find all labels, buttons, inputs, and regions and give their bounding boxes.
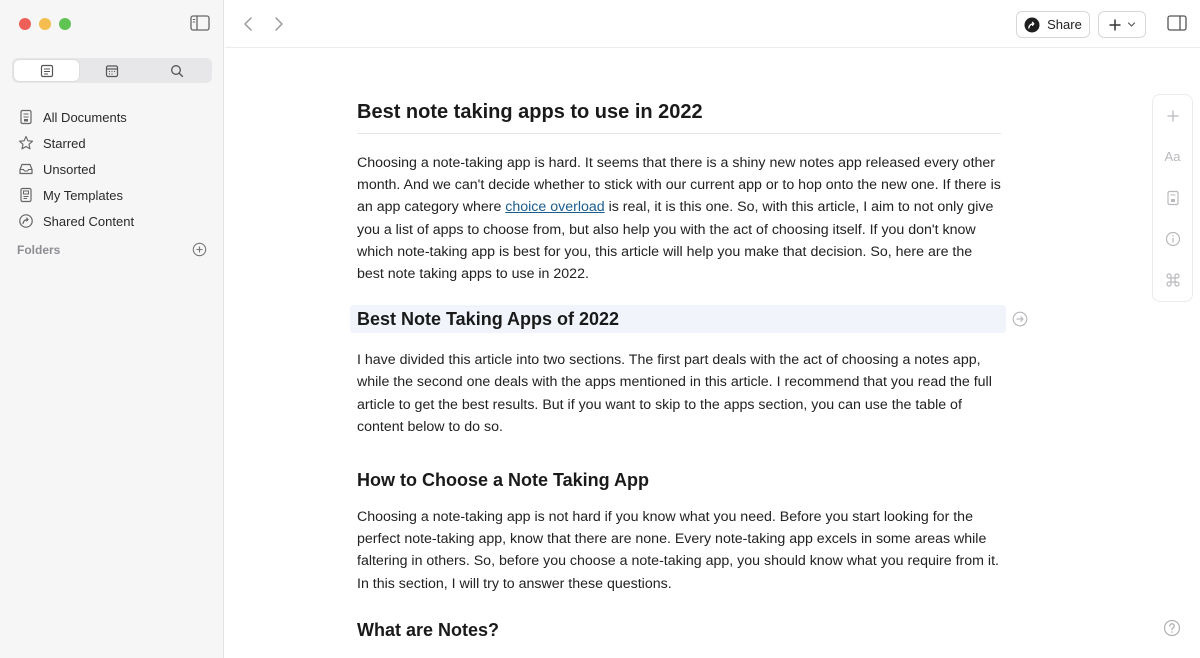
sidebar-item-all-documents[interactable]: [18, 104, 211, 130]
back-arrow-icon[interactable]: [240, 15, 256, 33]
inspector-toggle-icon[interactable]: [1167, 15, 1187, 31]
forward-arrow-icon[interactable]: [271, 15, 287, 33]
share-button[interactable]: [1016, 11, 1090, 38]
inbox-icon: [18, 161, 34, 177]
sidebar-item-label: My Templates: [43, 187, 123, 203]
sidebar: [0, 0, 224, 658]
share-icon: [1024, 17, 1040, 33]
subheading[interactable]: What are Notes?: [357, 619, 500, 640]
documents-tab[interactable]: [14, 60, 79, 81]
document-info-button[interactable]: [1153, 177, 1192, 218]
calendar-icon: [105, 64, 119, 78]
sidebar-item-label: All Documents: [43, 109, 127, 125]
body-paragraph[interactable]: I have divided this article into two sections. The first part deals with the act of choosing a notes app, while the second one deals with the apps mentioned in this article. I recommend that you read the full article to get the best results. But if you want to skip to the apps section, you can use the table of content below to do so.: [357, 352, 992, 435]
document-title[interactable]: Best note taking apps to use in 2022: [357, 96, 1001, 134]
subheading[interactable]: How to Choose a Note Taking App: [357, 470, 649, 491]
shortcuts-button[interactable]: [1153, 259, 1192, 300]
info-icon: [1165, 231, 1181, 247]
calendar-tab[interactable]: [79, 60, 144, 81]
plus-icon: [1166, 109, 1180, 123]
window-controls: [19, 18, 71, 30]
documents-icon: [40, 64, 54, 78]
sidebar-item-starred[interactable]: [18, 130, 211, 156]
document-icon: [1166, 190, 1180, 206]
font-icon: Aa: [1164, 149, 1181, 164]
template-icon: [18, 187, 34, 203]
heading-block[interactable]: [357, 305, 1001, 333]
editor-tool-rail: [1152, 94, 1193, 302]
document-editor[interactable]: [357, 96, 1001, 644]
minimize-window-button[interactable]: [39, 18, 51, 30]
toolbar: [225, 0, 1200, 48]
section-heading[interactable]: Best Note Taking Apps of 2022: [357, 309, 620, 330]
sidebar-item-label: Starred: [43, 135, 86, 151]
chevron-down-icon: [1127, 20, 1136, 29]
arrow-right-circle-icon[interactable]: [1012, 311, 1028, 327]
sidebar-item-unsorted[interactable]: [18, 156, 211, 182]
sidebar-item-shared-content[interactable]: [18, 208, 211, 234]
zoom-window-button[interactable]: [59, 18, 71, 30]
document-icon: [18, 109, 34, 125]
intro-text-continued: is real, it is this one. So, with this article, I aim to not only give you a list of apps to choose from, but also help you with the act of choosing itself. If you don't know which note-taking app is best for you, this article will help you make that decision. So, here are the best note taking apps to use in 2022.: [357, 199, 994, 283]
intro-text: Choosing a note-taking app is hard. It seems that there is a shiny new notes app released every other month. And we can't decide whether to stick with our current app or to hop onto the new one. If there is an app category where: [357, 155, 1001, 216]
sidebar-toggle-icon[interactable]: [190, 15, 210, 31]
plus-icon: [1108, 18, 1122, 32]
insert-button[interactable]: [1153, 95, 1192, 136]
info-button[interactable]: [1153, 218, 1192, 259]
sidebar-item-label: Unsorted: [43, 161, 96, 177]
search-icon: [170, 64, 184, 78]
intro-paragraph[interactable]: [357, 152, 1001, 285]
sidebar-view-switcher: [12, 58, 212, 83]
add-folder-icon[interactable]: [192, 242, 207, 257]
sidebar-nav: [18, 104, 211, 234]
help-icon[interactable]: [1163, 619, 1181, 637]
command-icon: [1165, 272, 1181, 288]
search-tab[interactable]: [145, 60, 210, 81]
star-icon: [18, 135, 34, 151]
folders-label: Folders: [17, 242, 61, 257]
choice-overload-link[interactable]: choice overload: [505, 199, 605, 216]
new-item-button[interactable]: [1098, 11, 1146, 38]
sidebar-item-my-templates[interactable]: [18, 182, 211, 208]
text-style-button[interactable]: [1153, 136, 1192, 177]
folders-header: [17, 242, 207, 257]
close-window-button[interactable]: [19, 18, 31, 30]
sidebar-item-label: Shared Content: [43, 213, 135, 229]
shared-icon: [18, 213, 34, 229]
body-paragraph[interactable]: Choosing a note-taking app is not hard if you know what you need. Before you start looking for the perfect note-taking app, know that there are none. Every note-taking app excels in some areas while faltering in others. So, before you choose a note-taking app, you should know what you require from it. In this section, I will try to answer these questions.: [357, 509, 999, 592]
share-label: Share: [1047, 17, 1082, 32]
